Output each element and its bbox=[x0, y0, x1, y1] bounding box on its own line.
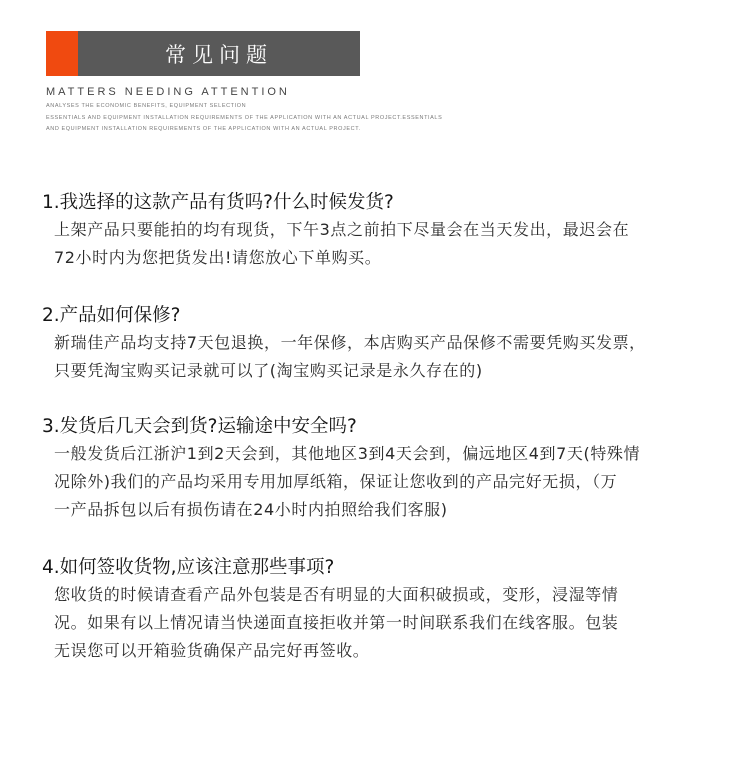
section-subtitle: MATTERS NEEDING ATTENTION bbox=[46, 86, 290, 98]
faq-answer-line: 无误您可以开箱验货确保产品完好再签收。 bbox=[54, 641, 370, 660]
faq-answer-line: 一产品拆包以后有损伤请在24小时内拍照给我们客服) bbox=[54, 500, 448, 519]
section-title: 常见问题 bbox=[78, 31, 360, 76]
faq-question: 1.我选择的这款产品有货吗?什么时候发货? bbox=[42, 192, 394, 213]
faq-item bbox=[42, 303, 732, 385]
faq-answer-line: 一般发货后江浙沪1到2天会到，其他地区3到4天会到，偏远地区4到7天(特殊情 bbox=[54, 444, 641, 463]
faq-answer-line: 新瑞佳产品均支持7天包退换，一年保修，本店购买产品保修不需要凭购买发票， bbox=[54, 333, 646, 352]
description-line: ESSENTIALS AND EQUIPMENT INSTALLATION REQUIREMENTS OF THE APPLICATION WITH AN ACTUAL PROJECT.ESSENTIALS bbox=[46, 115, 443, 121]
faq-answer-line: 况。如果有以上情况请当快递面直接拒收并第一时间联系我们在线客服。包装 bbox=[54, 613, 619, 632]
faq-question: 4.如何签收货物,应该注意那些事项? bbox=[42, 557, 335, 578]
section-banner bbox=[46, 31, 360, 76]
faq-question: 3.发货后几天会到货?运输途中安全吗? bbox=[42, 416, 357, 437]
faq-answer-line: 只要凭淘宝购买记录就可以了(淘宝购买记录是永久存在的) bbox=[54, 361, 483, 380]
banner-accent-block bbox=[46, 31, 78, 76]
description-line: AND EQUIPMENT INSTALLATION REQUIREMENTS OF THE APPLICATION WITH AN ACTUAL PROJECT. bbox=[46, 126, 361, 132]
faq-answer-line: 上架产品只要能拍的均有现货，下午3点之前拍下尽量会在当天发出，最迟会在 bbox=[54, 220, 630, 239]
faq-answer-line: 况除外)我们的产品均采用专用加厚纸箱，保证让您收到的产品完好无损，（万 bbox=[54, 472, 618, 491]
faq-question: 2.产品如何保修? bbox=[42, 305, 181, 326]
description-line: ANALYSES THE ECONOMIC BENEFITS, EQUIPMENT SELECTION bbox=[46, 103, 247, 109]
faq-item bbox=[42, 555, 732, 665]
faq-item bbox=[42, 190, 732, 272]
faq-answer-line: 72小时内为您把货发出!请您放心下单购买。 bbox=[54, 248, 382, 267]
faq-item bbox=[42, 414, 732, 524]
faq-answer-line: 您收货的时候请查看产品外包装是否有明显的大面积破损或，变形，浸湿等情 bbox=[54, 585, 619, 604]
